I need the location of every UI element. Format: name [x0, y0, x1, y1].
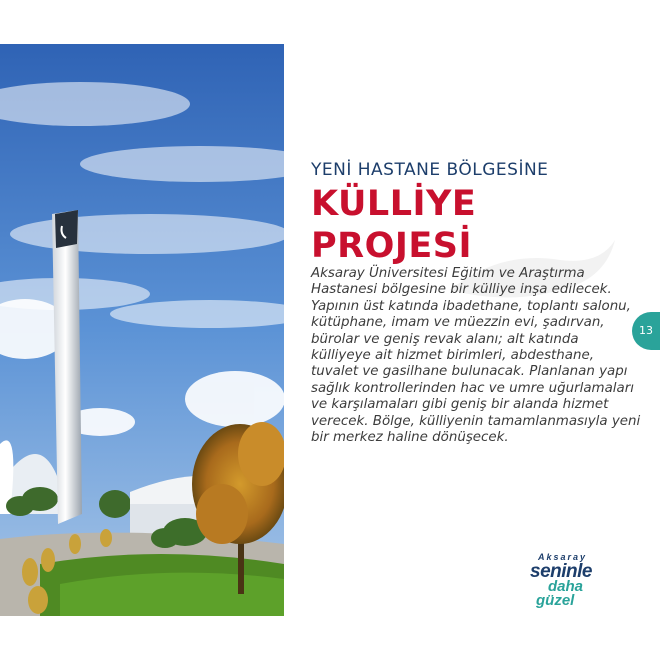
- aksaray-seninle-daha-guzel-logo: [528, 552, 608, 612]
- kulliye-rendering-photo: [0, 44, 284, 616]
- section-title: [311, 183, 641, 267]
- kulliye-rendering-illustration: [0, 44, 284, 616]
- logo-line-2: seninle: [530, 561, 592, 582]
- logo-line-1: Aksaray: [538, 552, 588, 562]
- page-number-tab: 13: [632, 312, 660, 350]
- title-line-2: PROJESİ: [311, 226, 473, 266]
- body-paragraph: Aksaray Üniversitesi Eğitim ve Araştırma Hastanesi bölgesine bir külliye inşa edilecek. Yapının üst katında ibadethane, toplantı salonu, kütüphane, imam ve müezzin evi, şadırvan, bürolar ve geniş revak alanı; alt katında külliyeye ait hizmet birimleri, abdesthane, tuvalet ve gasilhane bulunacak. Planlanan yapı sağlık kontrollerinden hac ve umre uğurlamaları ve karşılamaları gibi geniş bir alanda hizmet verecek. Bölge, külliyenin tamamlanmasıyla yeni bir merkez haline dönüşecek.: [311, 266, 641, 446]
- section-subtitle: YENİ HASTANE BÖLGESİNE: [311, 160, 549, 180]
- title-line-1: KÜLLİYE: [311, 184, 477, 224]
- logo-line-3: daha: [548, 578, 584, 595]
- logo-line-4: güzel: [536, 592, 575, 609]
